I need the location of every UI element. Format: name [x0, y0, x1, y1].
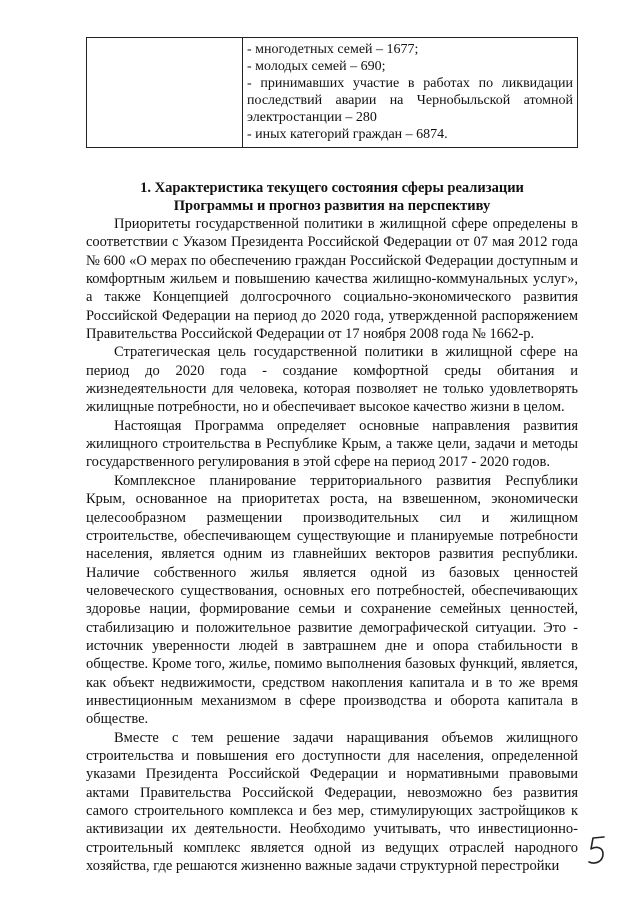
continuation-table [86, 37, 578, 148]
list-item: - принимавших участие в работах по ликвидации последствий аварии на Чернобыльской атомной электростанции – 280 [247, 76, 573, 125]
list-item: - многодетных семей – 1677; [247, 42, 419, 57]
table-row [87, 38, 578, 148]
section-title-line-2: Программы и прогноз развития на перспективу [173, 198, 491, 214]
paragraph: Настоящая Программа определяет основные направления развития жилищного строительства в Республике Крым, а также цели, задачи и методы государственного регулирования в этой сфере на период 2017 - 2020 годов. [86, 417, 578, 471]
table-cell-empty [87, 38, 243, 148]
section-title [86, 179, 578, 215]
section-body [86, 215, 578, 875]
paragraph: Вместе с тем решение задачи наращивания объемов жилищного строительства и повышения его доступности для населения, определенной указами Президента Российской Федерации и нормативными правовыми актами Правительства Российской Федерации, невозможно без развития самого строительного комплекса и без мер, стимулирующих застройщиков к активизации их деятельности. Необходимо учитывать, что инвестиционно-строительный комплекс является одной из ведущих отраслей народного хозяйства, где решаются жизненно важные задачи структурной перестройки [86, 729, 578, 875]
paragraph: Комплексное планирование территориального развития Республики Крым, основанное на приоритетах роста, на взвешенном, экономически целесообразном размещении производительных сил и жилищном строительстве, обеспечивающем существующие и планируемые потребности населения, является одним из главнейших векторов развития республики. Наличие собственного жилья является одной из базовых ценностей человеческого существования, основных его потребностей, обеспечивающих здоровье нации, формирование семьи и сохранение семейных ценностей, стабилизацию и положительное развитие демографической ситуации. Это - источник уверенности людей в завтрашнем дне и опора стабильности в обществе. Кроме того, жилье, помимо выполнения базовых функций, является, как объект недвижимости, средством накопления капитала и в то же время инвестиционным механизмом в сфере производства и оборота капитала в обществе. [86, 472, 578, 728]
section-title-line-1: 1. Характеристика текущего состояния сферы реализации [140, 180, 524, 196]
paragraph: Стратегическая цель государственной политики в жилищной сфере на период до 2020 года - создание комфортной среды обитания и жизнедеятельности для человека, которая позволяет не только удовлетворять жилищные потребности, но и обеспечивает высокое качество жизни в целом. [86, 344, 578, 416]
table-cell-categories [243, 38, 578, 148]
handwritten-page-number [584, 832, 610, 868]
list-item: - молодых семей – 690; [247, 59, 386, 74]
list-item: - иных категорий граждан – 6874. [247, 127, 448, 142]
paragraph: Приоритеты государственной политики в жилищной сфере определены в соответствии с Указом Президента Российской Федерации от 07 мая 2012 года № 600 «О мерах по обеспечению граждан Российской Федерации доступным и комфортным жильем и повышению качества жилищно-коммунальных услуг», а также Концепцией долгосрочного социально-экономического развития Российской Федерации на период до 2020 года, утвержденной распоряжением Правительства Российской Федерации от 17 ноября 2008 года № 1662-р. [86, 216, 578, 343]
